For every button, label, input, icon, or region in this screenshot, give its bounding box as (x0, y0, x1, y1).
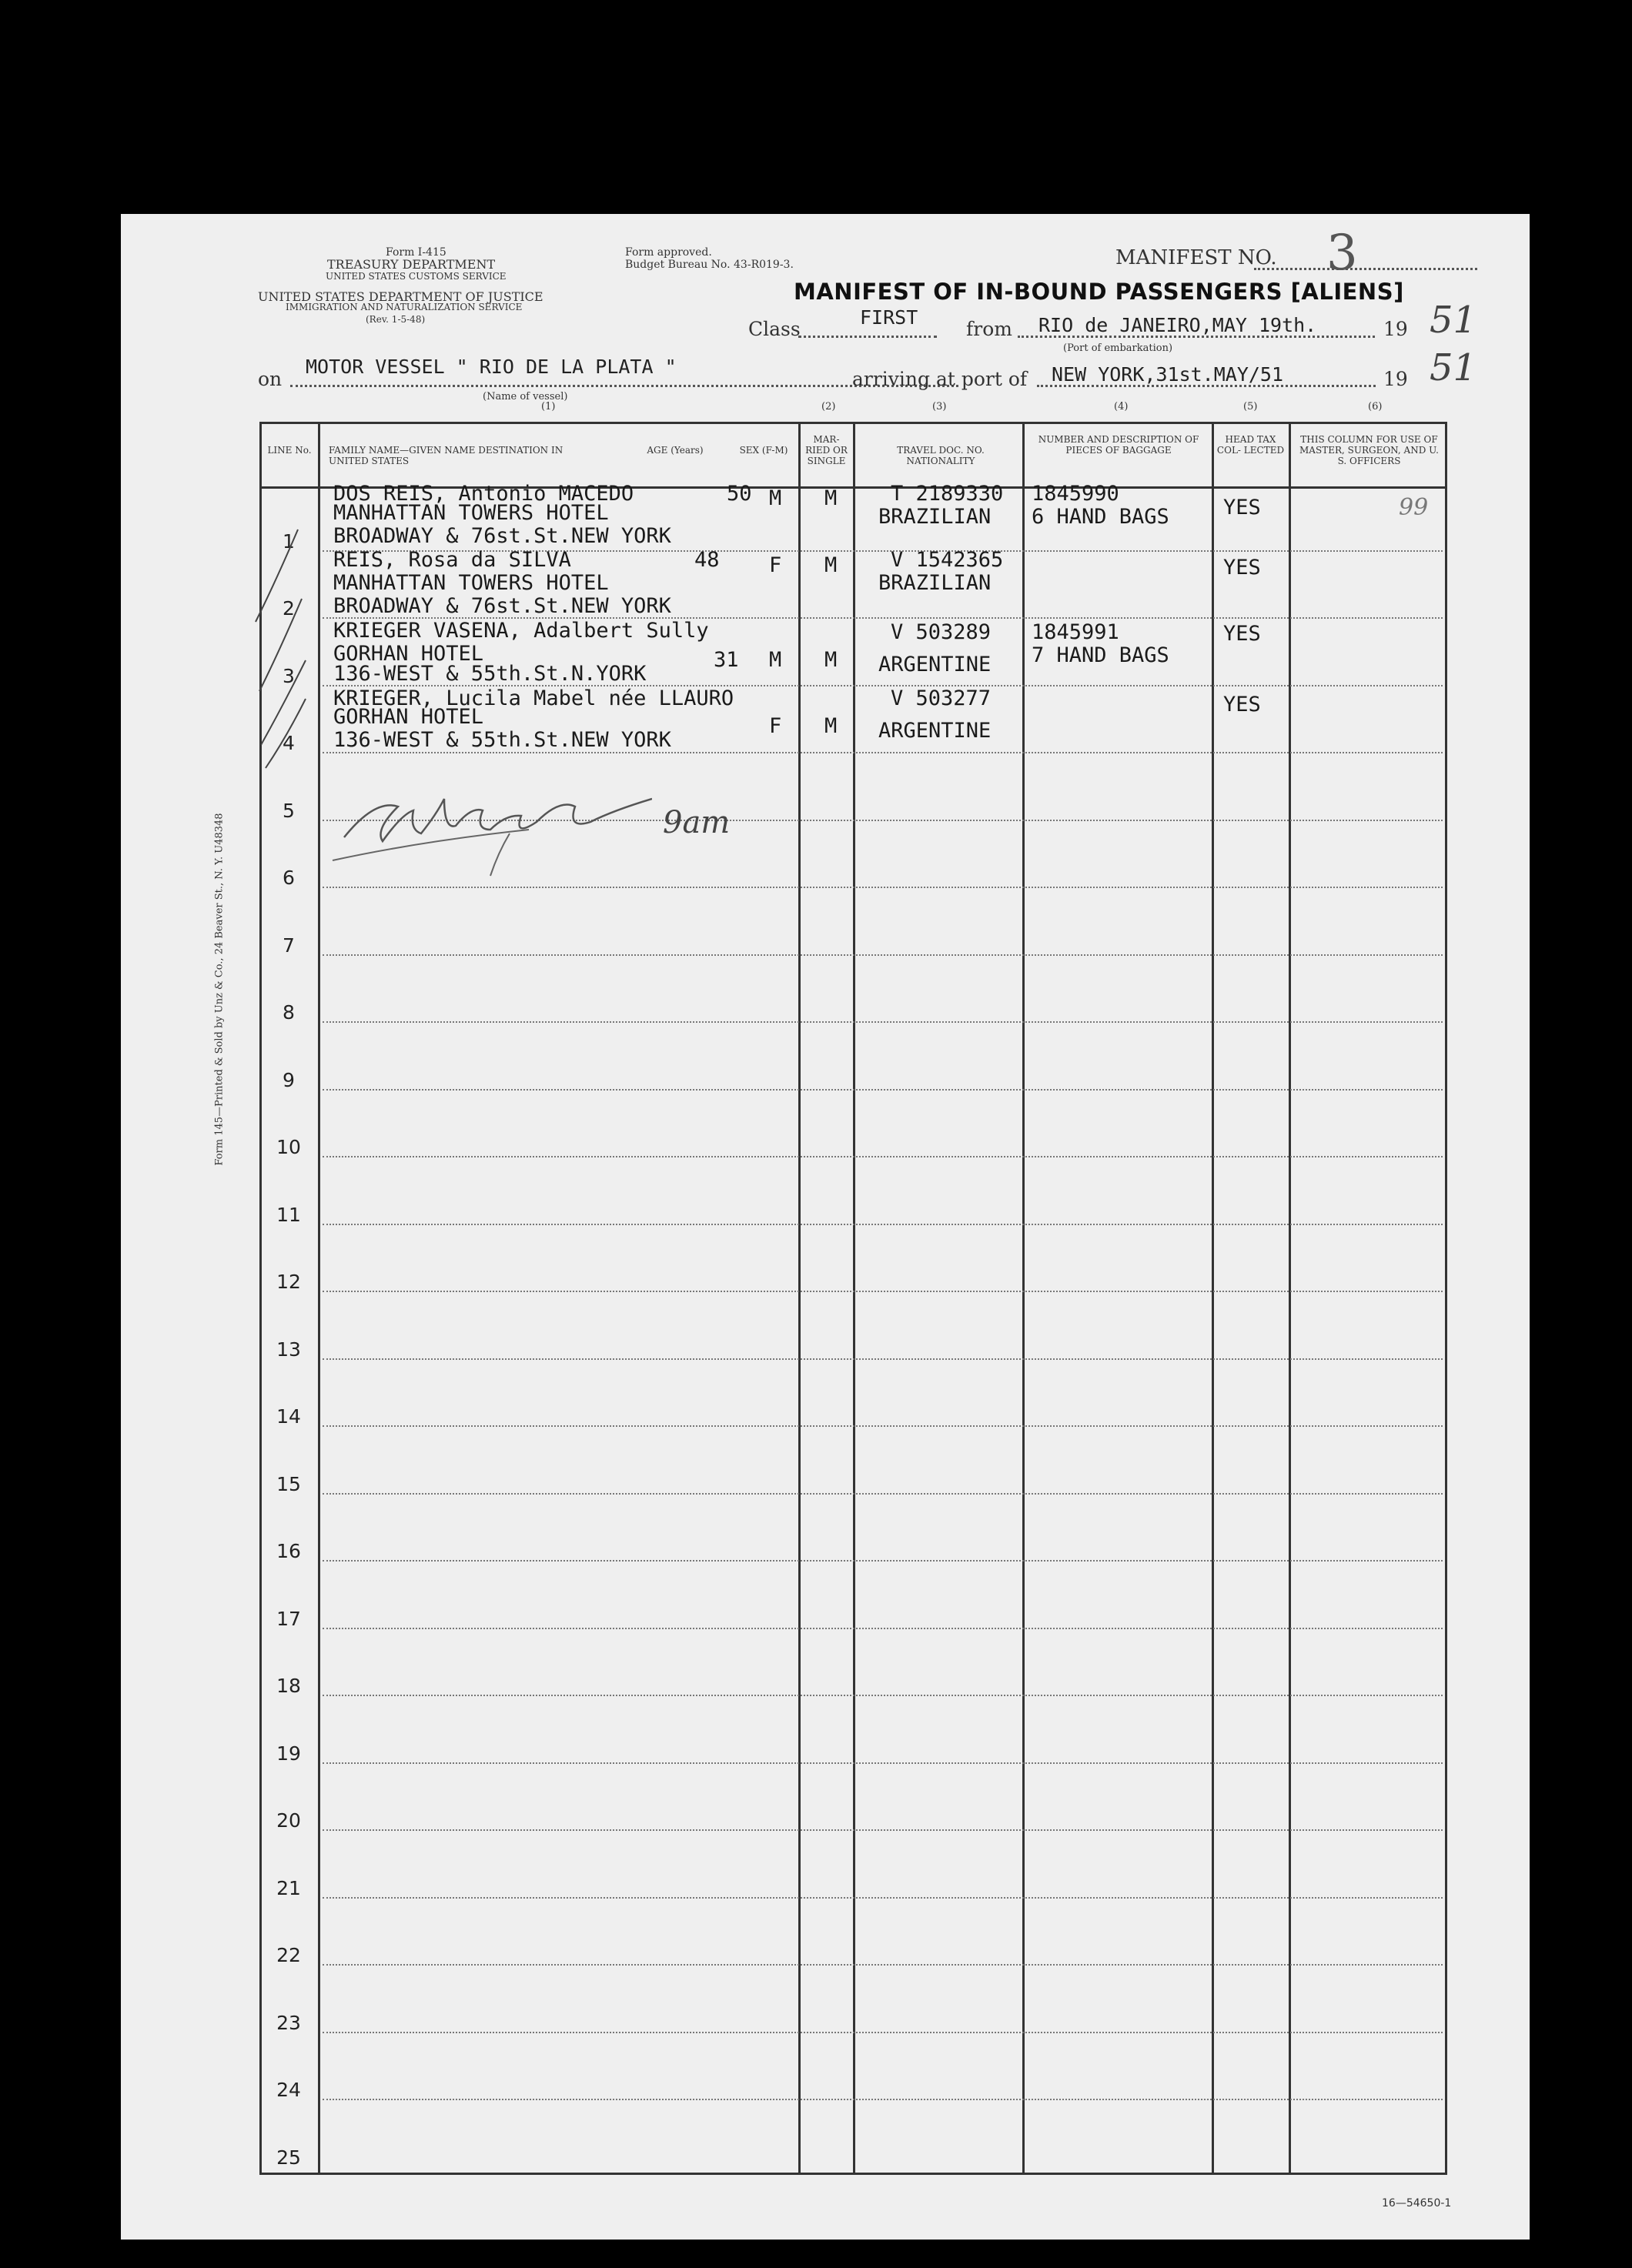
passenger-age: 50 (727, 482, 752, 506)
head-tax: YES (1223, 693, 1261, 716)
row-rule (323, 1425, 1443, 1427)
line-number: 18 (276, 1675, 301, 1698)
passenger-sex: M (769, 648, 782, 672)
row-rule (323, 1291, 1443, 1292)
line-number: 14 (276, 1405, 301, 1428)
passenger-hotel: GORHAN HOTEL (333, 705, 484, 729)
col-num-6: (6) (1368, 401, 1383, 413)
treasury-label: TREASURY DEPARTMENT (327, 257, 496, 272)
line-number: 9 (283, 1068, 295, 1091)
passenger-doc: T 2189330 (891, 482, 1004, 506)
row-rule (323, 2032, 1443, 2033)
col-num-5: (5) (1243, 401, 1258, 413)
row-rule (323, 1628, 1443, 1629)
passenger-sex: F (769, 553, 782, 577)
passenger-address: BROADWAY & 76st.St.NEW YORK (333, 524, 671, 548)
class-value: FIRST (860, 306, 918, 329)
officer-note: 99 (1399, 494, 1429, 521)
passenger-married: M (824, 553, 838, 577)
passenger-doc: V 1542365 (891, 548, 1004, 572)
arrival-value: NEW YORK,31st.MAY/51 (1052, 363, 1284, 386)
line-number: 1 (283, 529, 295, 553)
passenger-nationality: ARGENTINE (878, 719, 992, 743)
passenger-married: M (824, 714, 838, 738)
form-number: Form I-415 (386, 246, 446, 259)
year-value-2: 51 (1430, 346, 1477, 389)
line-number: 15 (276, 1472, 301, 1495)
baggage-description: 6 HAND BAGS (1032, 505, 1169, 529)
row-rule (323, 1695, 1443, 1696)
row-rule (323, 1021, 1443, 1023)
head-tax: YES (1223, 556, 1261, 580)
form-approved: Form approved. (625, 246, 712, 259)
manifest-no-value: 3 (1326, 225, 1358, 282)
header-age: AGE (Years) (647, 445, 704, 456)
col-num-4: (4) (1114, 401, 1129, 413)
line-number: 10 (276, 1136, 301, 1159)
row-rule (323, 1224, 1443, 1225)
line-number: 20 (276, 1809, 301, 1832)
header-officers: THIS COLUMN FOR USE OF MASTER, SURGEON, AND U. S. OFFICERS (1299, 434, 1439, 466)
signature (329, 768, 652, 883)
row-rule (323, 1829, 1443, 1831)
line-number: 22 (276, 1944, 301, 1967)
passenger-hotel: GORHAN HOTEL (333, 642, 484, 666)
header-baggage: NUMBER AND DESCRIPTION OF PIECES OF BAGGAGE (1038, 434, 1199, 456)
row-rule (323, 1089, 1443, 1091)
col-num-1: (1) (541, 401, 556, 413)
row-rule (323, 1897, 1443, 1899)
row-rule (323, 2099, 1443, 2100)
passenger-doc: V 503289 (891, 620, 992, 644)
col-num-2: (2) (821, 401, 836, 413)
head-tax: YES (1223, 496, 1261, 519)
passenger-married: M (824, 486, 838, 510)
budget-bureau: Budget Bureau No. 43-R019-3. (625, 259, 794, 271)
line-number: 8 (283, 1001, 295, 1024)
passenger-age: 48 (694, 548, 720, 572)
passenger-address: 136-WEST & 55th.St.N.YORK (333, 662, 647, 686)
passenger-married: M (824, 648, 838, 672)
line-number: 25 (276, 2146, 301, 2169)
line-number: 12 (276, 1271, 301, 1294)
line-number: 21 (276, 1876, 301, 1899)
class-line (798, 336, 937, 338)
port-caption: (Port of embarkation) (1063, 342, 1173, 354)
check-marks (252, 514, 344, 776)
line-number: 24 (276, 2079, 301, 2102)
passenger-address: 136-WEST & 55th.St.NEW YORK (333, 728, 671, 752)
row-rule (323, 752, 1443, 753)
ins-label: IMMIGRATION AND NATURALIZATION SERVICE (286, 302, 523, 312)
arriving-label: arriving at port of (852, 368, 1028, 390)
header-tax: HEAD TAX COL- LECTED (1216, 434, 1285, 456)
passenger-doc: V 503277 (891, 686, 992, 710)
passenger-name: KRIEGER VASENA, Adalbert Sully (333, 619, 709, 643)
signature-initials: 9am (663, 805, 731, 840)
year-prefix-1: 19 (1383, 318, 1408, 340)
bottom-code: 16—54650-1 (1382, 2197, 1452, 2210)
baggage-description: 7 HAND BAGS (1032, 643, 1169, 667)
passenger-nationality: BRAZILIAN (878, 505, 992, 529)
class-label: Class (748, 318, 801, 340)
header-married: MAR- RIED OR SINGLE (805, 434, 848, 466)
passenger-hotel: MANHATTAN TOWERS HOTEL (333, 501, 609, 525)
line-number: 11 (276, 1203, 301, 1226)
header-doc: TRAVEL DOC. NO. NATIONALITY (897, 445, 985, 466)
line-number: 3 (283, 664, 295, 687)
revision-label: (Rev. 1-5-48) (366, 314, 426, 325)
line-number: 2 (283, 597, 295, 620)
line-number: 19 (276, 1742, 301, 1765)
from-value: RIO de JANEIRO,MAY 19th. (1038, 314, 1317, 336)
line-number: 17 (276, 1607, 301, 1630)
manifest-page (121, 214, 1530, 2240)
manifest-title: MANIFEST OF IN-BOUND PASSENGERS [ALIENS] (794, 279, 1404, 305)
customs-label: UNITED STATES CUSTOMS SERVICE (326, 271, 507, 282)
row-rule (323, 1762, 1443, 1764)
line-number: 6 (283, 867, 295, 890)
row-rule (323, 1493, 1443, 1495)
baggage-number: 1845990 (1032, 482, 1119, 506)
passenger-sex: M (769, 486, 782, 510)
header-line-no: LINE No. (267, 445, 312, 456)
year-prefix-2: 19 (1383, 368, 1408, 390)
row-rule (323, 954, 1443, 956)
row-rule (323, 1964, 1443, 1966)
passenger-address: BROADWAY & 76st.St.NEW YORK (333, 594, 671, 618)
vessel-name: MOTOR VESSEL " RIO DE LA PLATA " (306, 356, 677, 378)
passenger-sex: F (769, 714, 782, 738)
head-tax: YES (1223, 622, 1261, 646)
passenger-nationality: ARGENTINE (878, 653, 992, 676)
row-rule (323, 1358, 1443, 1360)
passenger-name: KRIEGER, Lucila Mabel née LLAURO (333, 686, 734, 710)
line-number: 16 (276, 1540, 301, 1563)
line-number: 5 (283, 799, 295, 822)
line-number: 23 (276, 2011, 301, 2034)
manifest-no-label: MANIFEST NO. (1115, 246, 1277, 269)
justice-label: UNITED STATES DEPARTMENT OF JUSTICE (258, 289, 543, 304)
line-number: 13 (276, 1338, 301, 1361)
passenger-name: DOS REIS, Antonio MACEDO (333, 482, 634, 506)
passenger-hotel: MANHATTAN TOWERS HOTEL (333, 571, 609, 595)
baggage-number: 1845991 (1032, 620, 1119, 644)
row-rule (323, 1156, 1443, 1157)
line-number: 4 (283, 732, 295, 755)
year-value-1: 51 (1430, 299, 1477, 342)
passenger-nationality: BRAZILIAN (878, 571, 992, 595)
printer-text: Form 145—Printed & Sold by Unz & Co., 24 Beaver St., N. Y. U48348 (213, 813, 226, 1166)
manifest-no-line (1254, 268, 1477, 270)
row-rule (323, 887, 1443, 888)
row-rule (323, 1560, 1443, 1562)
from-label: from (966, 318, 1012, 340)
passenger-age: 31 (714, 648, 739, 672)
passenger-name: REIS, Rosa da SILVA (333, 548, 571, 572)
vessel-caption: (Name of vessel) (483, 391, 568, 402)
header-name: FAMILY NAME—GIVEN NAME DESTINATION IN UNITED STATES (329, 445, 564, 466)
col-num-3: (3) (932, 401, 947, 413)
on-label: on (258, 368, 283, 390)
line-number: 7 (283, 934, 295, 957)
header-sex: SEX (F-M) (739, 445, 788, 456)
